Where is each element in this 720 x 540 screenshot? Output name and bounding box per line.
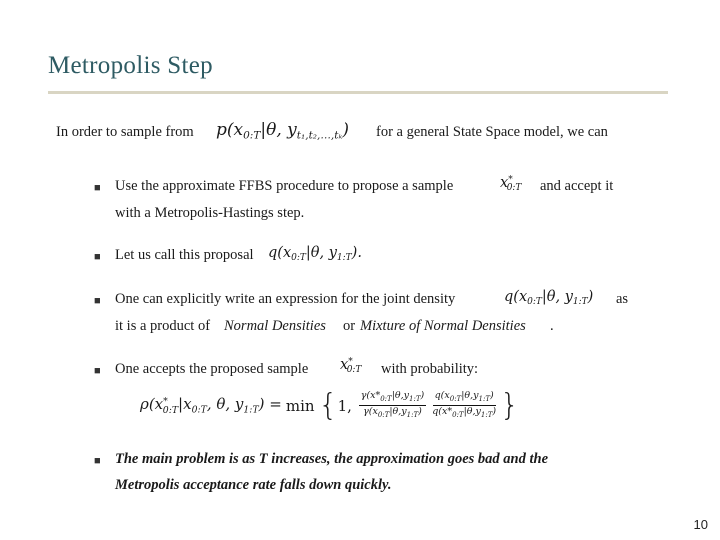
bullet5-line1: The main problem is as T increases, the approximation goes bad and the	[115, 451, 549, 467]
bullet3-text2: as	[616, 291, 629, 307]
bullet4-text: One accepts the proposed sample	[115, 361, 309, 377]
bullet3-line2-a: it is a product of	[115, 318, 211, 334]
intro-suffix: for a general State Space model, we can	[376, 124, 608, 140]
bullet1-line2: with a Metropolis-Hastings step.	[115, 205, 305, 221]
page-number: 10	[693, 517, 708, 532]
bullet5-line2: Metropolis acceptance rate falls down quickly.	[115, 477, 392, 493]
bullet3-period: .	[550, 318, 554, 334]
bullet3-line2-d: Mixture of Normal Densities	[360, 318, 526, 334]
bullet1-text: Use the approximate FFBS procedure to propose a sample	[115, 178, 454, 194]
bullet3-line2-c: or	[343, 318, 356, 334]
posterior-formula: $p(x_{0:T}|\theta$, $y_{t_1,t_2,\dots,t_k}$)	[216, 120, 349, 142]
square-bullet-icon: ■	[94, 182, 101, 194]
bullet2-text: Let us call this proposal	[115, 247, 254, 263]
proposed-sample-formula: $x^*_{0:T}$	[500, 175, 522, 194]
square-bullet-icon: ■	[94, 365, 101, 377]
bullet3-line2-b: Normal Densities	[224, 318, 326, 334]
bullet4-text2: with probability:	[381, 361, 479, 377]
square-bullet-icon: ■	[94, 251, 101, 263]
joint-density-formula: $q(x_{0:T}|\theta$, $y_{1:T}$)	[504, 289, 594, 308]
square-bullet-icon: ■	[94, 455, 101, 467]
proposal-formula: $q(x_{0:T}|\theta$, $y_{1:T}$).	[268, 245, 362, 264]
bullet3-text: One can explicitly write an expression for the joint density	[115, 291, 456, 307]
square-bullet-icon: ■	[94, 295, 101, 307]
intro-prefix: In order to sample from	[56, 124, 194, 140]
acceptance-probability-equation: $\rho(x^*_{0:T}|x_{0:T}$, θ, $y_{1:T}$) = min { 1, $\frac{\gamma(x*_{0:T}|\theta,y_{1:T})}{\gamma(x_{0:T}|\theta,y_{1:T})}$ $\frac{q(x_{0:T}|\theta,y_{1:T})}{q(x*_{0:T}|\theta,y_{1:T})}$ }	[140, 388, 520, 423]
bullet1-text2: and accept it	[540, 178, 614, 194]
slide-title: Metropolis Step	[48, 52, 213, 79]
accepted-sample-formula: $x^*_{0:T}$	[340, 357, 362, 376]
title-divider	[48, 91, 668, 94]
